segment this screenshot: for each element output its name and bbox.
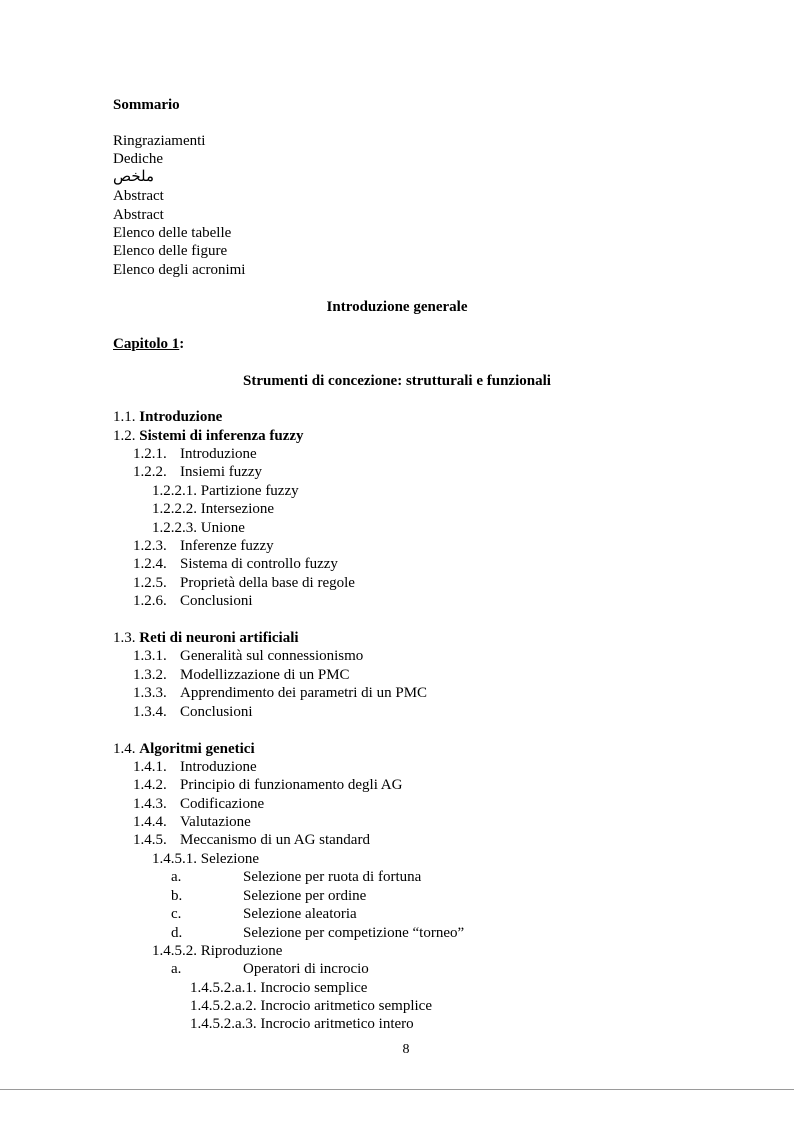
toc-subsection bbox=[133, 831, 370, 849]
front-item-arabic: ملخص bbox=[113, 169, 155, 185]
item-title: Selezione aleatoria bbox=[243, 906, 357, 922]
toc-subsection bbox=[133, 795, 264, 813]
front-item: Abstract bbox=[113, 207, 164, 223]
section-number: 1.1. bbox=[113, 409, 136, 425]
section-number: 1.2. bbox=[113, 428, 136, 444]
subsection-title: Valutazione bbox=[180, 814, 251, 830]
subsection-number: 1.3.2. bbox=[133, 667, 167, 683]
subsection-title: Introduzione bbox=[180, 446, 257, 462]
subsection-title: Meccanismo di un AG standard bbox=[180, 832, 370, 848]
subsection-number: 1.4.2. bbox=[133, 777, 167, 793]
front-item: Ringraziamenti bbox=[113, 133, 206, 149]
section-number: 1.4. bbox=[113, 741, 136, 757]
toc-subsubsection: 1.4.5.1. Selezione bbox=[152, 851, 260, 867]
item-title: Selezione per competizione “torneo” bbox=[243, 925, 465, 941]
item-letter: d. bbox=[171, 925, 183, 941]
toc-subsection bbox=[133, 592, 253, 610]
subsection-number: 1.2.2. bbox=[133, 464, 167, 480]
toc-section bbox=[113, 408, 222, 426]
toc-section bbox=[113, 629, 299, 647]
front-item: Dediche bbox=[113, 151, 163, 167]
subsection-title: Generalità sul connessionismo bbox=[180, 648, 364, 664]
subsection-number: 1.2.5. bbox=[133, 575, 167, 591]
toc-section bbox=[113, 740, 255, 758]
subsection-number: 1.2.6. bbox=[133, 593, 167, 609]
section-title: Sistemi di inferenza fuzzy bbox=[139, 428, 304, 444]
subsection-title: Sistema di controllo fuzzy bbox=[180, 556, 338, 572]
subsection-title: Insiemi fuzzy bbox=[180, 464, 263, 480]
summary-title: Sommario bbox=[113, 97, 180, 113]
subsection-number: 1.2.1. bbox=[133, 446, 167, 462]
subsection-number: 1.3.4. bbox=[133, 704, 167, 720]
subsection-title: Proprietà della base di regole bbox=[180, 575, 355, 591]
toc-letter-item bbox=[171, 905, 357, 923]
toc-section bbox=[113, 427, 304, 445]
toc-subsection bbox=[133, 537, 274, 555]
toc-subsection bbox=[133, 758, 257, 776]
toc-subsubsection: 1.4.5.2. Riproduzione bbox=[152, 943, 283, 959]
page-number: 8 bbox=[402, 1042, 410, 1057]
front-item: Abstract bbox=[113, 188, 164, 204]
toc-subsection bbox=[133, 666, 350, 684]
chapter-colon: : bbox=[179, 336, 185, 352]
toc-deep-item: 1.4.5.2.a.1. Incrocio semplice bbox=[190, 980, 368, 996]
subsection-number: 1.4.5. bbox=[133, 832, 167, 848]
toc-subsection bbox=[133, 684, 427, 702]
subsection-number: 1.4.1. bbox=[133, 759, 167, 775]
section-number: 1.3. bbox=[113, 630, 136, 646]
front-item: Elenco delle figure bbox=[113, 243, 228, 259]
toc-subsection bbox=[133, 647, 363, 665]
subsection-title: Inferenze fuzzy bbox=[180, 538, 274, 554]
subsection-title: Codificazione bbox=[180, 796, 265, 812]
front-item: Elenco degli acronimi bbox=[113, 262, 246, 278]
toc-letter-item bbox=[171, 960, 369, 978]
subsection-title: Apprendimento dei parametri di un PMC bbox=[180, 685, 428, 701]
subsection-title: Introduzione bbox=[180, 759, 257, 775]
toc-subsection bbox=[133, 574, 355, 592]
toc-subsection bbox=[133, 463, 262, 481]
item-letter: b. bbox=[171, 888, 183, 904]
chapter-heading bbox=[113, 335, 184, 353]
item-title: Selezione per ordine bbox=[243, 888, 367, 904]
toc-deep-item: 1.4.5.2.a.2. Incrocio aritmetico semplice bbox=[190, 998, 432, 1014]
section-title: Algoritmi genetici bbox=[139, 741, 255, 757]
toc-letter-item bbox=[171, 887, 366, 905]
front-item: Elenco delle tabelle bbox=[113, 225, 232, 241]
toc-letter-item bbox=[171, 924, 464, 942]
toc-subsection bbox=[133, 555, 338, 573]
item-letter: a. bbox=[171, 869, 182, 885]
subsection-title: Modellizzazione di un PMC bbox=[180, 667, 350, 683]
toc-subsubsection: 1.2.2.2. Intersezione bbox=[152, 501, 275, 517]
footer-divider bbox=[0, 1089, 794, 1090]
section-title: Introduzione bbox=[139, 409, 223, 425]
subsection-number: 1.4.4. bbox=[133, 814, 167, 830]
subsection-number: 1.3.1. bbox=[133, 648, 167, 664]
toc-subsubsection: 1.2.2.1. Partizione fuzzy bbox=[152, 483, 299, 499]
toc-letter-item bbox=[171, 868, 421, 886]
toc-subsection bbox=[133, 813, 251, 831]
toc-subsubsection: 1.2.2.3. Unione bbox=[152, 520, 245, 536]
subsection-title: Principio di funzionamento degli AG bbox=[180, 777, 403, 793]
item-title: Selezione per ruota di fortuna bbox=[243, 869, 422, 885]
subsection-title: Conclusioni bbox=[180, 593, 253, 609]
item-title: Operatori di incrocio bbox=[243, 961, 369, 977]
item-letter: a. bbox=[171, 961, 182, 977]
chapter-label: Capitolo 1 bbox=[113, 336, 180, 352]
subsection-number: 1.2.4. bbox=[133, 556, 167, 572]
subsection-number: 1.3.3. bbox=[133, 685, 167, 701]
subsection-number: 1.4.3. bbox=[133, 796, 167, 812]
subsection-number: 1.2.3. bbox=[133, 538, 167, 554]
toc-subsection bbox=[133, 445, 257, 463]
section-title: Reti di neuroni artificiali bbox=[139, 630, 299, 646]
general-introduction-heading: Introduzione generale bbox=[326, 299, 468, 315]
toc-deep-item: 1.4.5.2.a.3. Incrocio aritmetico intero bbox=[190, 1016, 414, 1032]
toc-subsection bbox=[133, 776, 402, 794]
item-letter: c. bbox=[171, 906, 182, 922]
subsection-title: Conclusioni bbox=[180, 704, 253, 720]
chapter-subtitle: Strumenti di concezione: strutturali e funzionali bbox=[243, 373, 551, 389]
toc-subsection bbox=[133, 703, 253, 721]
